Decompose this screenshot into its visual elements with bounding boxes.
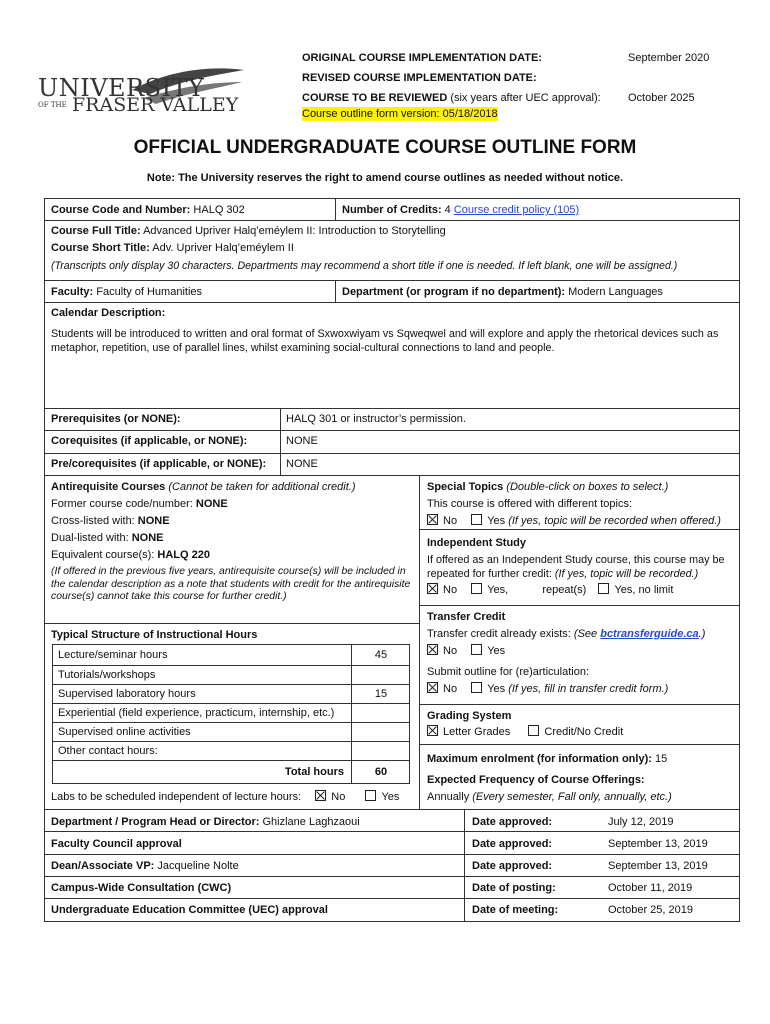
approval-date-value: September 13, 2019 — [608, 838, 708, 850]
equivalent-field — [51, 548, 210, 562]
antirequisite-label: Antirequisite Courses — [51, 481, 166, 493]
independent-repeats-label: repeat(s) — [542, 584, 587, 596]
transfer-submit-label: Submit outline for (re)articulation: — [427, 666, 590, 678]
special-topics-no-checkbox[interactable] — [427, 514, 438, 525]
special-topics-heading — [427, 480, 668, 494]
hours-row-label: Lecture/seminar hours — [58, 649, 168, 661]
prerequisites-value: HALQ 301 or instructor’s permission. — [286, 413, 466, 425]
logo-university: UNIVERSITY — [38, 74, 205, 102]
independent-yes-label: Yes, — [487, 584, 509, 596]
transfer-exists-yes-checkbox[interactable] — [471, 644, 482, 655]
credits-label: Number of Credits: — [342, 204, 442, 216]
independent-study-label: Independent Study — [427, 537, 526, 549]
transfer-submit-no-label: No — [443, 683, 458, 695]
former-course-field — [51, 497, 228, 511]
full-title-value: Advanced Upriver Halq’eméylem II: Introduction to Storytelling — [140, 225, 446, 237]
transfer-submit-yes-label: Yes — [487, 683, 506, 695]
transfer-exists-note-pre: (See — [573, 628, 601, 640]
independent-yes-checkbox[interactable] — [471, 583, 482, 594]
hours-heading: Typical Structure of Instructional Hours — [51, 629, 258, 641]
frequency-value: Annually — [427, 791, 473, 803]
equivalent-label: Equivalent course(s): — [51, 549, 158, 561]
transfer-submit-yes-checkbox[interactable] — [471, 682, 482, 693]
antirequisite-explanation: (If offered in the previous five years, antirequisite course(s) will be included in the calendar description as a note that students with credit for the antirequisite course(s) cannot take this course for further credit.) — [51, 566, 411, 602]
original-date-value: September 2020 — [628, 52, 710, 64]
special-topics-no-label: No — [443, 515, 458, 527]
approval-value: Ghizlane Laghzaoui — [259, 816, 360, 828]
antirequisite-heading — [51, 480, 355, 494]
independent-study-options — [427, 583, 673, 597]
revised-date-label: REVISED COURSE IMPLEMENTATION DATE: — [302, 72, 537, 84]
transfer-exists-yes-label: Yes — [487, 645, 506, 657]
page-title: OFFICIAL UNDERGRADUATE COURSE OUTLINE FORM — [133, 137, 637, 158]
university-logo — [32, 60, 252, 120]
independent-nolimit-label: Yes, no limit — [614, 584, 674, 596]
special-topics-yes-note: (If yes, topic will be recorded when offered.) — [505, 515, 721, 527]
credits-value: 4 — [441, 204, 454, 216]
independent-no-label: No — [443, 584, 458, 596]
approval-label: Undergraduate Education Committee (UEC) approval — [51, 904, 328, 916]
approval-date-label: Date of posting: — [472, 882, 556, 894]
transfer-submit-options — [427, 682, 668, 696]
approval-row-left — [51, 903, 328, 917]
faculty-value: Faculty of Humanities — [93, 286, 203, 298]
credits-field — [342, 203, 579, 217]
calendar-description-label: Calendar Description: — [51, 307, 166, 319]
approval-label: Faculty Council approval — [51, 838, 182, 850]
faculty-label: Faculty: — [51, 286, 94, 298]
transcript-note: (Transcripts only display 30 characters. Departments may recommend a short title if one is needed. If left blank, one will be assigned.) — [51, 260, 678, 272]
former-course-value: NONE — [195, 498, 228, 510]
cross-listed-field — [51, 514, 170, 528]
labs-yes-label: Yes — [381, 791, 400, 803]
short-title-field — [51, 241, 294, 255]
antirequisite-note: (Cannot be taken for additional credit.) — [165, 481, 356, 493]
independent-no-checkbox[interactable] — [427, 583, 438, 594]
independent-nolimit-checkbox[interactable] — [598, 583, 609, 594]
max-enrolment-field — [427, 752, 667, 766]
credit-policy-link[interactable]: Course credit policy (105) — [453, 204, 580, 216]
independent-study-desc: If offered as an Independent Study course, this course may be repeated for further credit: — [427, 554, 725, 580]
labs-no-checkbox[interactable] — [315, 790, 326, 801]
disclaimer-note: Note: The University reserves the right to amend course outlines as needed without notice. — [146, 172, 624, 184]
transfer-exists-note-post: .) — [698, 628, 706, 640]
transfer-exists-text — [427, 627, 705, 641]
approval-label: Campus-Wide Consultation (CWC) — [51, 882, 232, 894]
transfer-submit-yes-note: (If yes, fill in transfer credit form.) — [505, 683, 669, 695]
independent-study-note: (If yes, topic will be recorded.) — [554, 568, 699, 580]
faculty-field — [51, 285, 202, 299]
labs-independent-label: Labs to be scheduled independent of lecture hours: — [51, 791, 302, 803]
approval-label: Department / Program Head or Director: — [51, 816, 260, 828]
full-title-label: Course Full Title: — [51, 225, 141, 237]
approval-row-left — [51, 815, 360, 829]
approval-row-left — [51, 859, 239, 873]
approval-row-left — [51, 837, 182, 851]
short-title-label: Course Short Title: — [51, 242, 150, 254]
dual-listed-value: NONE — [131, 532, 164, 544]
approval-date-label: Date approved: — [472, 860, 553, 872]
full-title-field — [51, 224, 446, 238]
course-code-field — [51, 203, 245, 217]
special-topics-yes-checkbox[interactable] — [471, 514, 482, 525]
dual-listed-field — [51, 531, 163, 545]
hours-row-label: Tutorials/workshops — [58, 669, 156, 681]
approval-date-label: Date approved: — [472, 838, 553, 850]
cross-listed-value: NONE — [137, 515, 170, 527]
frequency-label: Expected Frequency of Course Offerings: — [427, 774, 645, 786]
department-label: Department (or program if no department): — [342, 286, 566, 298]
course-code-value: HALQ 302 — [190, 204, 245, 216]
cross-listed-label: Cross-listed with: — [51, 515, 138, 527]
labs-independent-field — [51, 790, 399, 804]
corequisites-label: Corequisites (if applicable, or NONE): — [51, 435, 248, 447]
hours-row-value: 15 — [374, 688, 388, 700]
logo-fraser-valley: FRASER VALLEY — [72, 94, 239, 116]
dual-listed-label: Dual-listed with: — [51, 532, 132, 544]
special-topics-text: This course is offered with different topics: — [427, 498, 633, 510]
hours-row-label: Supervised online activities — [58, 726, 191, 738]
review-note: (six years after UEC approval): — [447, 92, 601, 104]
former-course-label: Former course code/number: — [51, 498, 196, 510]
total-hours-label: Total hours — [284, 766, 344, 778]
approval-row-left — [51, 881, 231, 895]
department-value: Modern Languages — [565, 286, 663, 298]
approval-date-label: Date approved: — [472, 816, 553, 828]
approval-value: Jacqueline Nolte — [154, 860, 239, 872]
prerequisites-label: Prerequisites (or NONE): — [51, 413, 181, 425]
hours-row-label: Other contact hours: — [58, 745, 158, 757]
letter-grades-checkbox[interactable] — [427, 725, 438, 736]
grading-system-label: Grading System — [427, 710, 512, 722]
approval-date-value: October 25, 2019 — [608, 904, 694, 916]
transfer-exists-no-checkbox[interactable] — [427, 644, 438, 655]
short-title-value: Adv. Upriver Halq’eméylem II — [149, 242, 294, 254]
original-date-label: ORIGINAL COURSE IMPLEMENTATION DATE: — [302, 52, 542, 64]
labs-yes-checkbox[interactable] — [365, 790, 376, 801]
grading-options — [427, 725, 623, 739]
hours-row-label: Experiential (field experience, practicum, internship, etc.) — [58, 707, 335, 719]
hours-row-label: Supervised laboratory hours — [58, 688, 196, 700]
transfer-exists-no-label: No — [443, 645, 458, 657]
special-topics-options — [427, 514, 721, 528]
special-topics-label: Special Topics — [427, 481, 504, 493]
form-version: Course outline form version: 05/18/2018 — [302, 108, 498, 120]
transfer-credit-label: Transfer Credit — [427, 611, 506, 623]
transfer-submit-no-checkbox[interactable] — [427, 682, 438, 693]
logo-of-the: OF THE — [38, 101, 67, 109]
precorequisites-value: NONE — [286, 458, 318, 470]
review-label: COURSE TO BE REVIEWED — [302, 92, 448, 104]
independent-study-text — [427, 553, 735, 581]
approval-date-value: October 11, 2019 — [608, 882, 693, 894]
approval-date-label: Date of meeting: — [472, 904, 559, 916]
equivalent-value: HALQ 220 — [157, 549, 210, 561]
approval-date-value: July 12, 2019 — [608, 816, 674, 828]
total-hours-value: 60 — [374, 766, 388, 778]
corequisites-value: NONE — [286, 435, 318, 447]
special-topics-yes-label: Yes — [487, 515, 506, 527]
max-enrolment-label: Maximum enrolment (for information only): — [427, 753, 652, 765]
department-field — [342, 285, 663, 299]
approval-label: Dean/Associate VP: — [51, 860, 155, 872]
precorequisites-label: Pre/corequisites (if applicable, or NONE): — [51, 458, 267, 470]
approval-date-value: September 13, 2019 — [608, 860, 708, 872]
credit-no-credit-label: Credit/No Credit — [544, 726, 624, 738]
letter-grades-label: Letter Grades — [443, 726, 511, 738]
transfer-exists-options — [427, 644, 505, 658]
credit-no-credit-checkbox[interactable] — [528, 725, 539, 736]
review-date-value: October 2025 — [628, 92, 695, 104]
labs-no-label: No — [331, 791, 346, 803]
special-topics-note: (Double-click on boxes to select.) — [503, 481, 669, 493]
transfer-exists-label: Transfer credit already exists: — [427, 628, 574, 640]
frequency-note: (Every semester, Fall only, annually, etc.) — [472, 791, 672, 803]
bctransferguide-link[interactable]: bctransferguide.ca — [600, 628, 699, 640]
hours-row-value: 45 — [374, 649, 388, 661]
course-code-label: Course Code and Number: — [51, 204, 191, 216]
review-date-label — [302, 91, 601, 105]
calendar-description-text: Students will be introduced to written and oral format of Sxwoxwiyam vs Sqweqwel and will explore and apply the rhetorical devices such as metaphor, repetition, use of parallel lines, whilst examining social-cultural connections to land and people. — [51, 328, 719, 354]
frequency-field — [427, 790, 672, 804]
max-enrolment-value: 15 — [651, 753, 668, 765]
